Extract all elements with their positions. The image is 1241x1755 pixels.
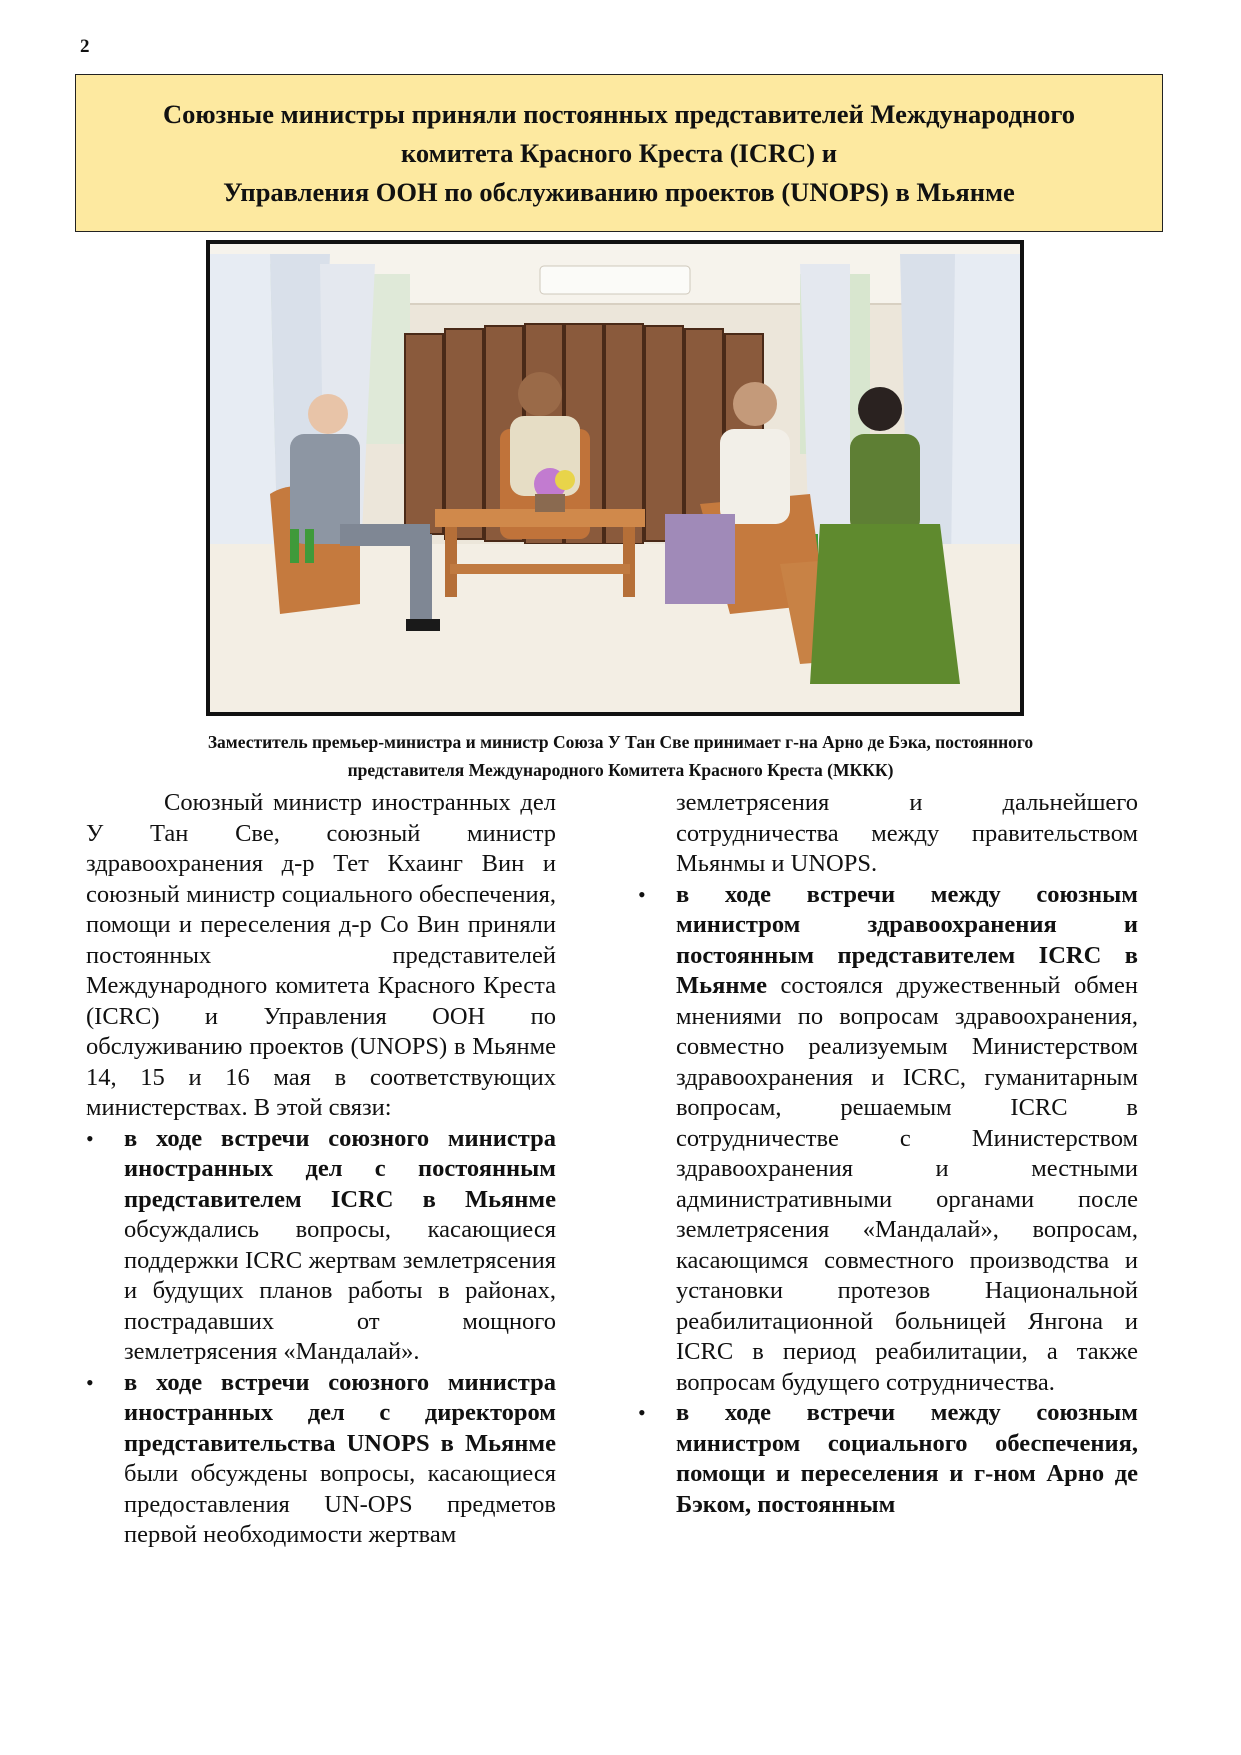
bullet-icon: • xyxy=(86,1369,94,1395)
list-item xyxy=(86,1124,556,1368)
bullet-icon: • xyxy=(638,881,646,907)
headline-line: Союзные министры приняли постоянных представителей Международного xyxy=(162,98,1076,129)
article-intro: Союзный министр иностранных дел У Тан Све, союзный министр здравоохранения д-р Тет Кхаинг Вин и союзный министр социального обеспечения, помощи и переселения д-р Со Вин приняли постоянных представителей Международного комитета Красного Креста (ICRC) и Управления ООН по обслуживанию проектов (UNOPS) в Мьянме 14, 15 и 16 мая в соответствующих министерствах. В этой связи: xyxy=(86,789,556,1121)
meeting-photo-illustration xyxy=(210,244,1020,712)
meeting-photo xyxy=(206,240,1024,716)
meeting-list xyxy=(86,1124,556,1551)
headline-box xyxy=(75,74,1163,232)
list-item xyxy=(638,1398,1138,1520)
article-column-right xyxy=(638,788,1138,1520)
list-item-text: обсуждались вопросы, касающиеся поддержки ICRC жертвам землетрясения и будущих планов работы в районах, пострадавших от мощного землетрясения «Мандалай». xyxy=(124,1216,556,1365)
continuation-text: землетрясения и дальнейшего сотрудничества между правительством Мьянмы и UNOPS. xyxy=(676,789,1138,877)
list-item xyxy=(86,1368,556,1551)
list-item-continuation xyxy=(676,788,1138,880)
photo-caption xyxy=(100,728,1141,784)
list-item-lead: в ходе встречи союзного министра иностранных дел с постоянным представителем ICRC в Мьянме xyxy=(124,1124,556,1213)
headline-line: комитета Красного Креста (ICRC) и xyxy=(400,137,837,168)
article-column-left xyxy=(86,788,556,1551)
meeting-list-continued xyxy=(638,788,1138,1520)
caption-line: Заместитель премьер-министра и министр Союза У Тан Све принимает г-на Арно де Бэка, постоянного xyxy=(207,732,1034,752)
bullet-icon: • xyxy=(86,1125,94,1151)
headline xyxy=(163,95,1075,212)
list-item-lead: в ходе встречи союзного министра иностранных дел с директором представительства UNOPS в Мьянме xyxy=(124,1368,556,1457)
list-item-text: состоялся дружественный обмен мнениями по вопросам здравоохранения, совместно реализуемым Министерством здравоохранения и ICRC, гуманитарным вопросам, решаемым ICRC в сотрудничестве с Министерством здравоохранения и местными административными органами после землетрясения «Мандалай», вопросам, касающимся совместного производства и установки протезов Национальной реабилитационной больницей Янгона и ICRC в период реабилитации, а также вопросам будущего сотрудничества. xyxy=(676,972,1138,1396)
list-item-text: были обсуждены вопросы, касающиеся предоставления UN-OPS предметов первой необходимости жертвам xyxy=(124,1460,556,1548)
page-number: 2 xyxy=(80,36,90,57)
list-item-lead: в ходе встречи между союзным министром социального обеспечения, помощи и переселения и г-ном Арно де Бэком, постоянным xyxy=(676,1399,1138,1518)
bullet-icon: • xyxy=(638,1400,646,1425)
caption-line: представителя Международного Комитета Красного Креста (МККК) xyxy=(347,760,894,780)
list-item xyxy=(638,880,1138,1399)
list-item-lead: в ходе встречи между союзным министром здравоохранения и постоянным представителем ICRC в Мьянме xyxy=(676,880,1138,999)
headline-line: Управления ООН по обслуживанию проектов (UNOPS) в Мьянме xyxy=(223,176,1015,207)
